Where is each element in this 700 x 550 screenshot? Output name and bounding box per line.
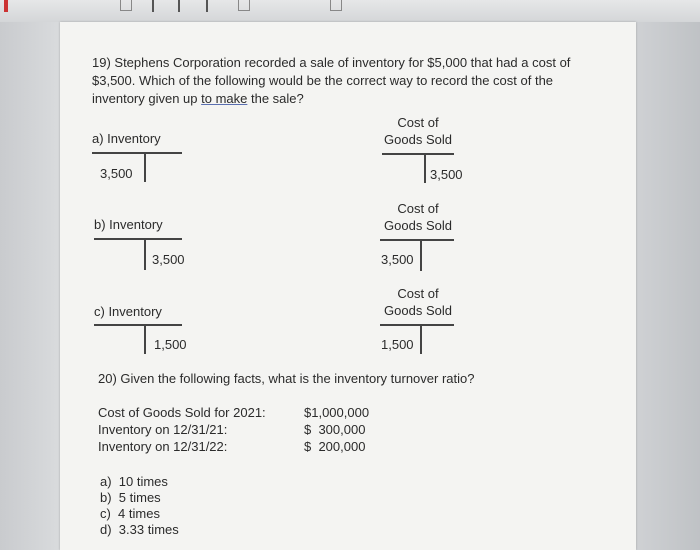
background-left: [0, 22, 60, 550]
option-b-credit-value: 3,500: [152, 252, 185, 267]
option-c-credit-value: 1,500: [154, 337, 187, 352]
t-account-divider: [424, 153, 426, 183]
toolbar-mark: [330, 0, 342, 11]
option-a-debit-value: 3,500: [100, 166, 133, 181]
t-account-top: [92, 152, 182, 154]
toolbar-mark: [206, 0, 208, 12]
question-19-text: [92, 54, 572, 108]
fact-label: Cost of Goods Sold for 2021:: [98, 405, 266, 420]
toolbar-mark: [4, 0, 8, 12]
option-b-account-title-2: Goods Sold: [384, 218, 452, 233]
question-19-text-part: 19) Stephens Corporation recorded a sale of inventory for $5,000 that had a cost of $3,500. Which of the following would be the correct way to record the cost of the inventory given up: [92, 55, 571, 106]
toolbar-mark: [238, 0, 250, 11]
option-c-label: c) Inventory: [94, 304, 162, 319]
t-account-divider: [144, 324, 146, 354]
question-19-text-part: the sale?: [247, 91, 304, 106]
option-b-label: b) Inventory: [94, 217, 163, 232]
choice-b: b) 5 times: [100, 490, 161, 505]
t-account-divider: [420, 239, 422, 271]
fact-value: $ 200,000: [304, 439, 366, 454]
choice-a: a) 10 times: [100, 474, 168, 489]
t-account-divider: [420, 324, 422, 354]
toolbar-mark: [120, 0, 132, 11]
question-20-text: 20) Given the following facts, what is the inventory turnover ratio?: [98, 371, 475, 386]
choice-d: d) 3.33 times: [100, 522, 179, 537]
worksheet-page: [60, 22, 636, 550]
t-account-top: [94, 238, 182, 240]
option-a-credit-value: 3,500: [430, 167, 463, 182]
option-c-debit-value: 1,500: [381, 337, 414, 352]
t-account-divider: [144, 152, 146, 182]
fact-label: Inventory on 12/31/22:: [98, 439, 228, 454]
question-19-underlined-text: to make: [201, 91, 248, 106]
option-a-account-title-2: Goods Sold: [384, 132, 452, 147]
option-a-label: a) Inventory: [92, 131, 161, 146]
background-toolbar: [0, 0, 700, 22]
fact-label: Inventory on 12/31/21:: [98, 422, 228, 437]
option-c-account-title-1: Cost of: [397, 286, 439, 301]
t-account-top: [380, 324, 454, 326]
option-c-account-title-2: Goods Sold: [384, 303, 452, 318]
toolbar-mark: [178, 0, 180, 12]
toolbar-mark: [152, 0, 154, 12]
t-account-top: [380, 239, 454, 241]
t-account-divider: [144, 238, 146, 270]
t-account-top: [94, 324, 182, 326]
option-b-debit-value: 3,500: [381, 252, 414, 267]
choice-c: c) 4 times: [100, 506, 160, 521]
fact-value: $ 300,000: [304, 422, 366, 437]
t-account-top: [382, 153, 454, 155]
fact-value: $1,000,000: [304, 405, 370, 420]
option-b-account-title-1: Cost of: [397, 201, 439, 216]
option-a-account-title-1: Cost of: [397, 115, 439, 130]
background-right: [636, 22, 700, 550]
